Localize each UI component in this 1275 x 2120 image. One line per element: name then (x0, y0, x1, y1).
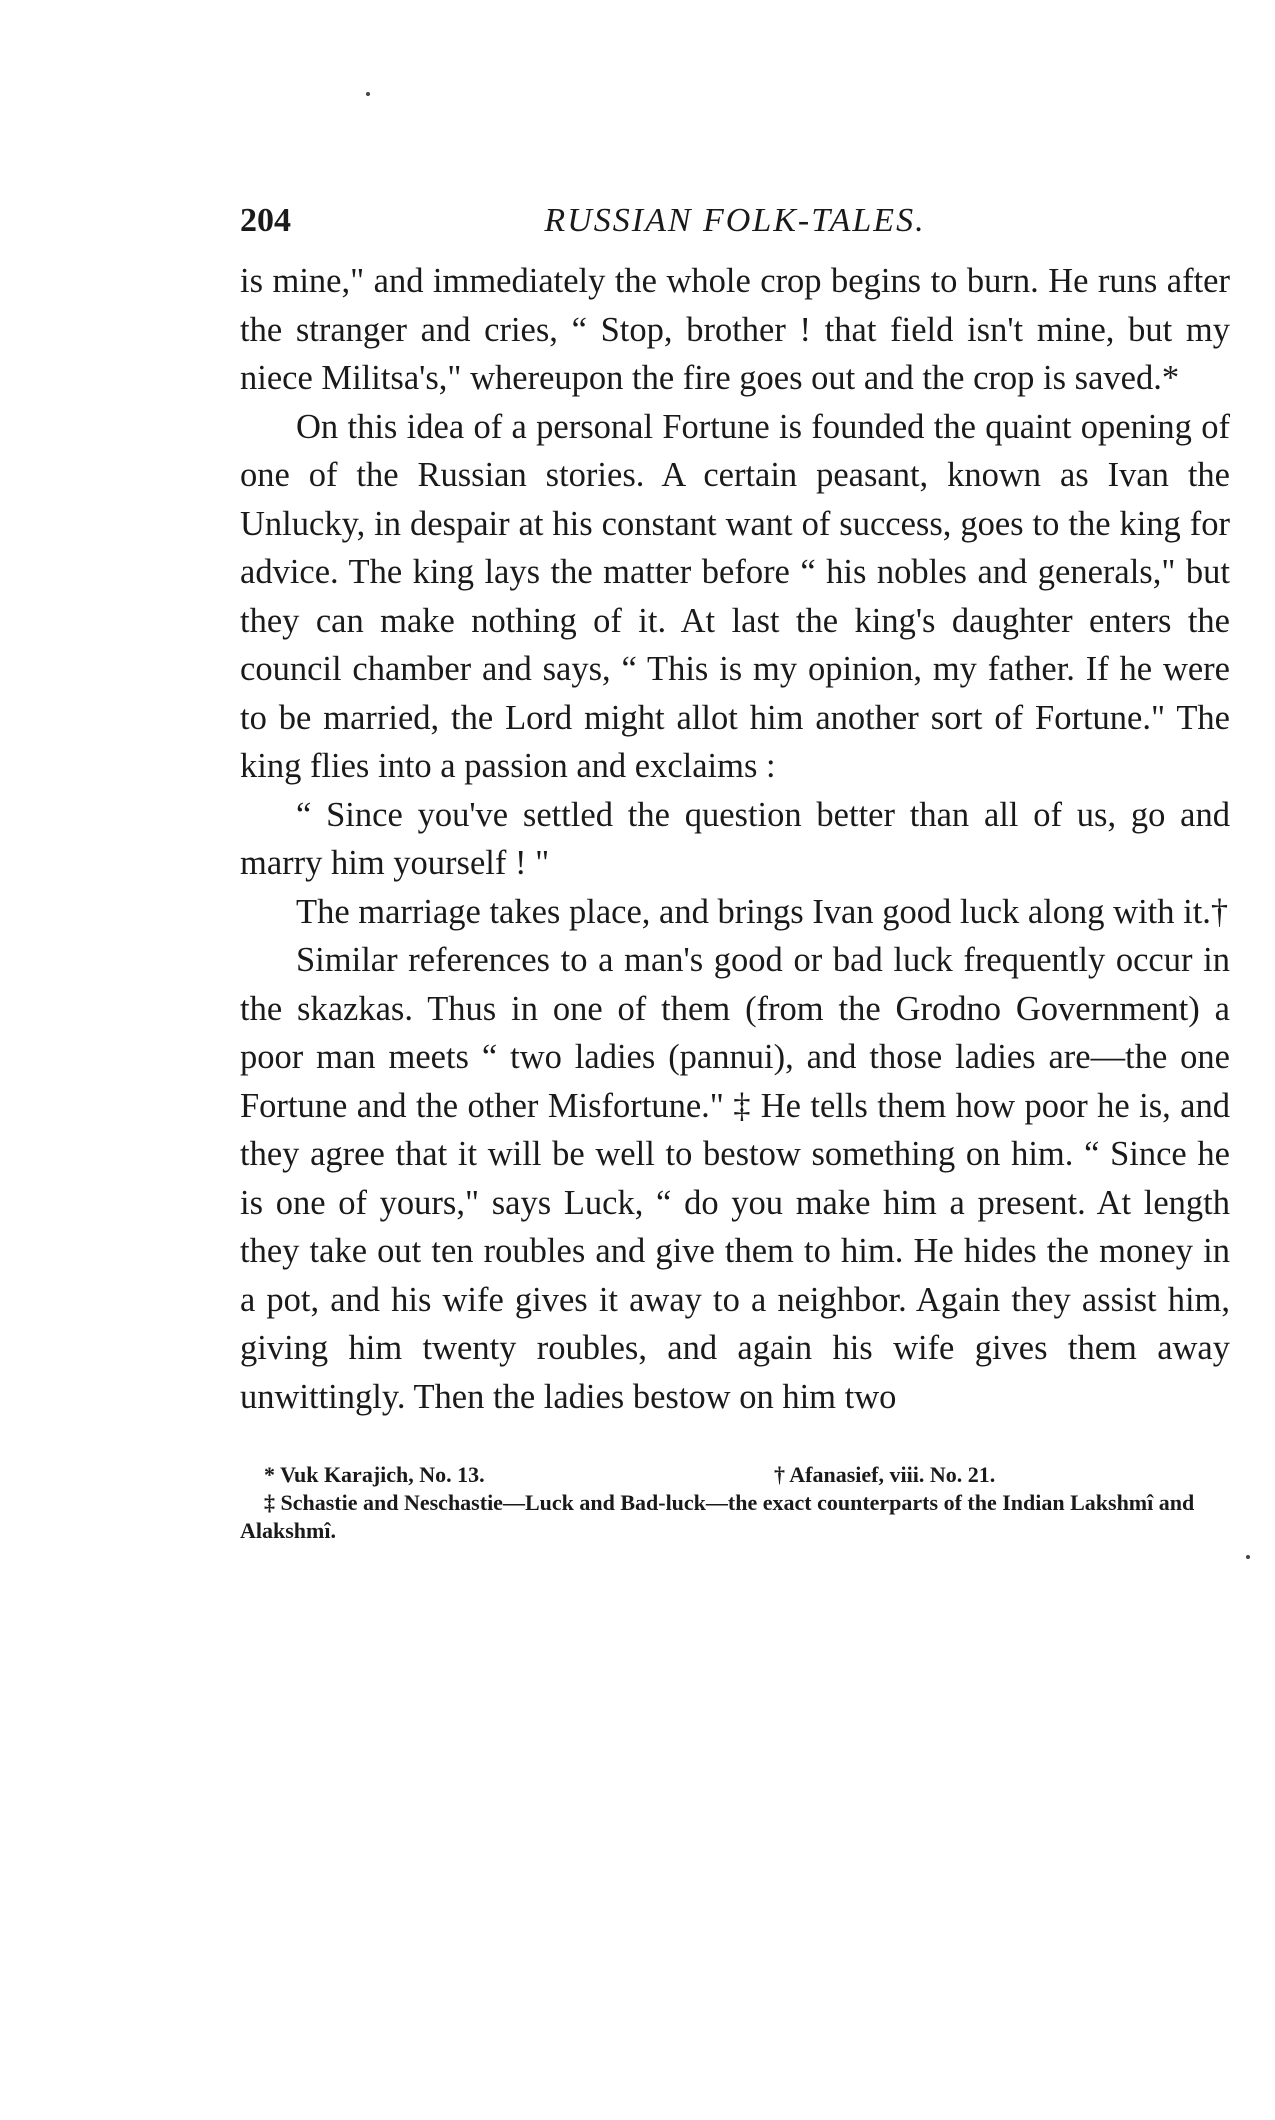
paragraph-king-quote: “ Since you've settled the question better than all of us, go and marry him yourself ! " (240, 795, 1230, 882)
paragraph-ivan-unlucky: On this idea of a personal Fortune is founded the quaint opening of one of the Russian stories. A certain peasant, known as Ivan the Unlucky, in despair at his constant want of success, goes to the king for advice. The king lays the matter before “ his nobles and generals," but they can make nothing of it. At last the king's daughter enters the council chamber and says, “ This is my opinion, my father. If he were to be married, the Lord might allot him another sort of Fortune." The king flies into a passion and exclaims : (240, 407, 1230, 785)
footnote-row (240, 1461, 1230, 1489)
footnote-star: * Vuk Karajich, No. 13. (264, 1462, 485, 1487)
footnote-dagger: † Afanasief, viii. No. 21. (774, 1462, 996, 1487)
running-title: RUSSIAN FOLK-TALES. (544, 202, 926, 239)
paragraph-marriage: The marriage takes place, and brings Ivan good luck along with it.† (296, 892, 1229, 931)
paragraph-similar-references: Similar references to a man's good or bad luck frequently occur in the skazkas. Thus in one of them (from the Grodno Government) a poor man meets “ two ladies (pannui), and those ladies are—the one Fortune and the other Misfortune." ‡ He tells them how poor he is, and they agree that it will be well to bestow something on him. “ Since he is one of yours," says Luck, “ do you make him a present. At length they take out ten roubles and give them to him. He hides the money in a pot, and his wife gives it away to a neighbor. Again they assist him, giving him twenty roubles, and again his wife gives them away unwittingly. Then the ladies bestow on him two (240, 941, 1230, 1416)
stray-mark-margin (1246, 1555, 1250, 1559)
paragraph-continuation: is mine," and immediately the whole crop begins to burn. He runs after the stranger and cries, “ Stop, brother ! that field isn't mine, but my niece Militsa's," whereupon the fire goes out and the crop is saved.* (240, 262, 1230, 397)
book-page (240, 195, 1230, 1545)
footnotes (240, 1461, 1230, 1545)
footnote-double-dagger: ‡ Schastie and Neschastie—Luck and Bad-luck—the exact counterparts of the Indian Lakshmî and Alakshmî. (240, 1490, 1195, 1543)
stray-mark-top (366, 92, 370, 96)
body-text (240, 257, 1230, 1421)
page-header (240, 195, 1230, 247)
page-number: 204 (240, 202, 291, 239)
